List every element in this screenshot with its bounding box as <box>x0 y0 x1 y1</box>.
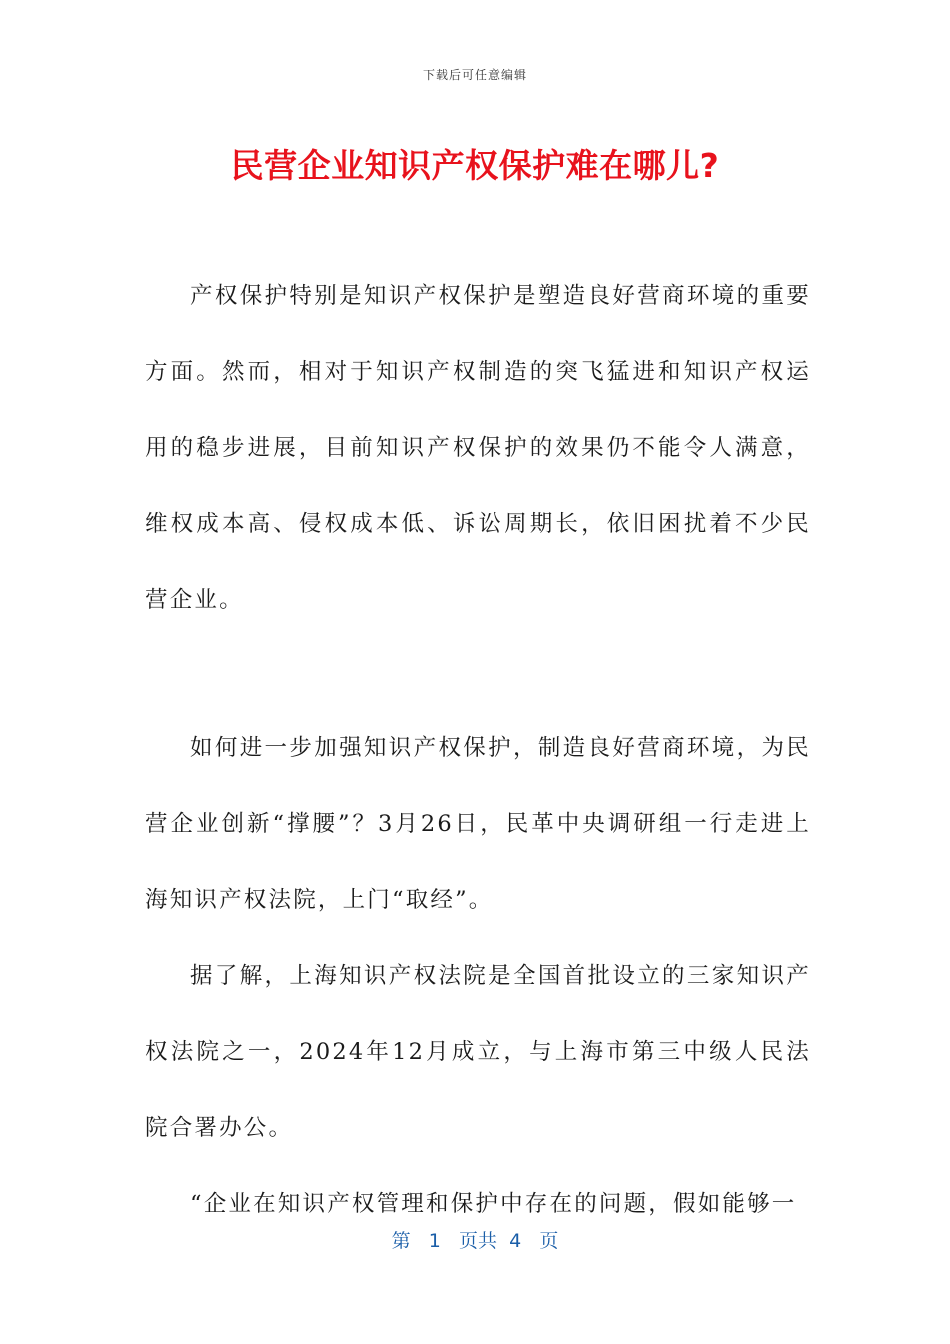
total-pages-number: 4 <box>509 1230 522 1252</box>
paragraph-1: 产权保护特别是知识产权保护是塑造良好营商环境的重要方面。然而，相对于知识产权制造的突飞猛进和知识产权运用的稳步进展，目前知识产权保护的效果仍不能令人满意，维权成本高、侵权成本低、诉讼周期长，依旧困扰着不少民营企业。 <box>145 283 811 613</box>
paragraph-2: 如何进一步加强知识产权保护，制造良好营商环境，为民营企业创新“撑腰”？3月26日，民革中央调研组一行走进上海知识产权法院，上门“取经”。 <box>145 735 811 913</box>
footer-suffix: 页 <box>539 1230 559 1252</box>
document-body <box>145 258 811 1242</box>
paragraph-3: 据了解，上海知识产权法院是全国首批设立的三家知识产权法院之一，2024年12月成立，与上海市第三中级人民法院合署办公。 <box>145 963 811 1141</box>
paragraph-4: “企业在知识产权管理和保护中存在的问题，假如能够一 <box>190 1191 797 1217</box>
header-note: 下载后可任意编辑 <box>422 68 527 82</box>
document-title: 民营企业知识产权保护难在哪儿? <box>230 146 720 185</box>
page-footer <box>0 1226 950 1253</box>
footer-prefix: 第 <box>391 1230 411 1252</box>
footer-middle: 页共 <box>459 1230 498 1252</box>
current-page-number: 1 <box>428 1230 441 1252</box>
